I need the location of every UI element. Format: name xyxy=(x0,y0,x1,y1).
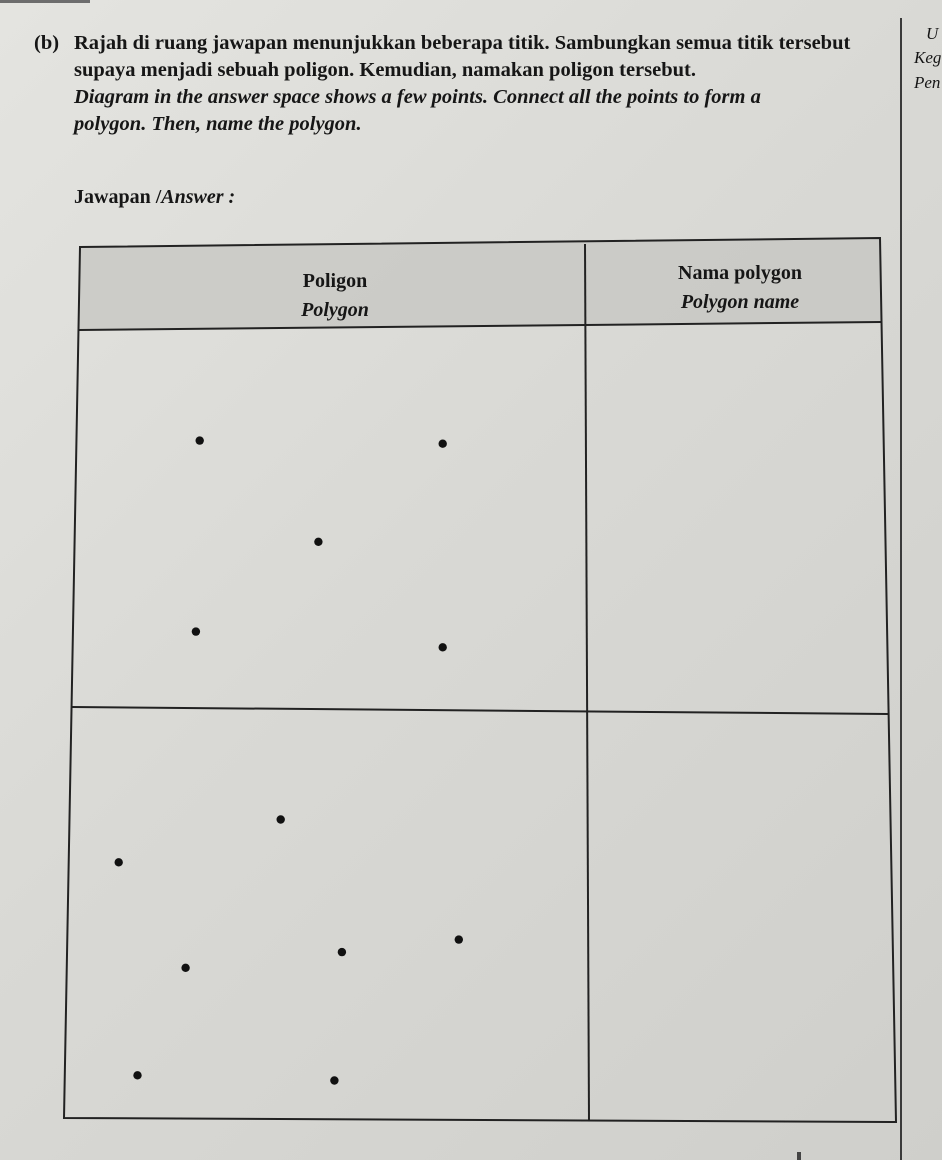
column-header-polygon-name xyxy=(590,259,890,317)
dots-layer xyxy=(115,436,463,1084)
row-divider xyxy=(72,707,888,714)
margin-text-2: Keg xyxy=(914,48,942,67)
point-row2-5 xyxy=(181,964,189,972)
point-row2-3 xyxy=(455,935,463,943)
question-label: (b) xyxy=(34,32,60,54)
column-divider xyxy=(585,244,589,1121)
answer-label-english: Answer : xyxy=(161,186,236,208)
point-row1-4 xyxy=(192,627,200,635)
question-malay-line-1: Rajah di ruang jawapan menunjukkan beberapa titik. Sambungkan semua titik tersebut xyxy=(74,32,851,54)
column-header-name-malay: Nama polygon xyxy=(678,262,802,284)
question-malay-line-2: supaya menjadi sebuah poligon. Kemudian, namakan poligon tersebut. xyxy=(74,59,696,81)
point-row2-6 xyxy=(133,1071,141,1079)
question-english-line-2: polygon. Then, name the polygon. xyxy=(74,113,362,135)
column-header-polygon-english: Polygon xyxy=(301,299,369,321)
point-row1-1 xyxy=(196,436,204,444)
point-row1-3 xyxy=(314,538,322,546)
column-header-name-english: Polygon name xyxy=(680,291,800,313)
margin-text-1: U xyxy=(926,24,939,43)
table-border xyxy=(64,238,896,1122)
column-header-polygon-malay: Poligon xyxy=(302,270,368,292)
answer-label-malay: Jawapan / xyxy=(74,186,162,208)
point-row1-5 xyxy=(439,643,447,651)
point-row1-2 xyxy=(439,440,447,448)
point-row2-1 xyxy=(277,815,285,823)
point-row2-4 xyxy=(338,948,346,956)
margin-text-3: Pen xyxy=(914,73,941,92)
question-english-line-1: Diagram in the answer space shows a few points. Connect all the points to form a xyxy=(74,86,761,108)
point-row2-7 xyxy=(330,1076,338,1084)
bottom-mark xyxy=(797,1152,801,1160)
point-row2-2 xyxy=(115,858,123,866)
column-header-polygon xyxy=(80,267,590,325)
